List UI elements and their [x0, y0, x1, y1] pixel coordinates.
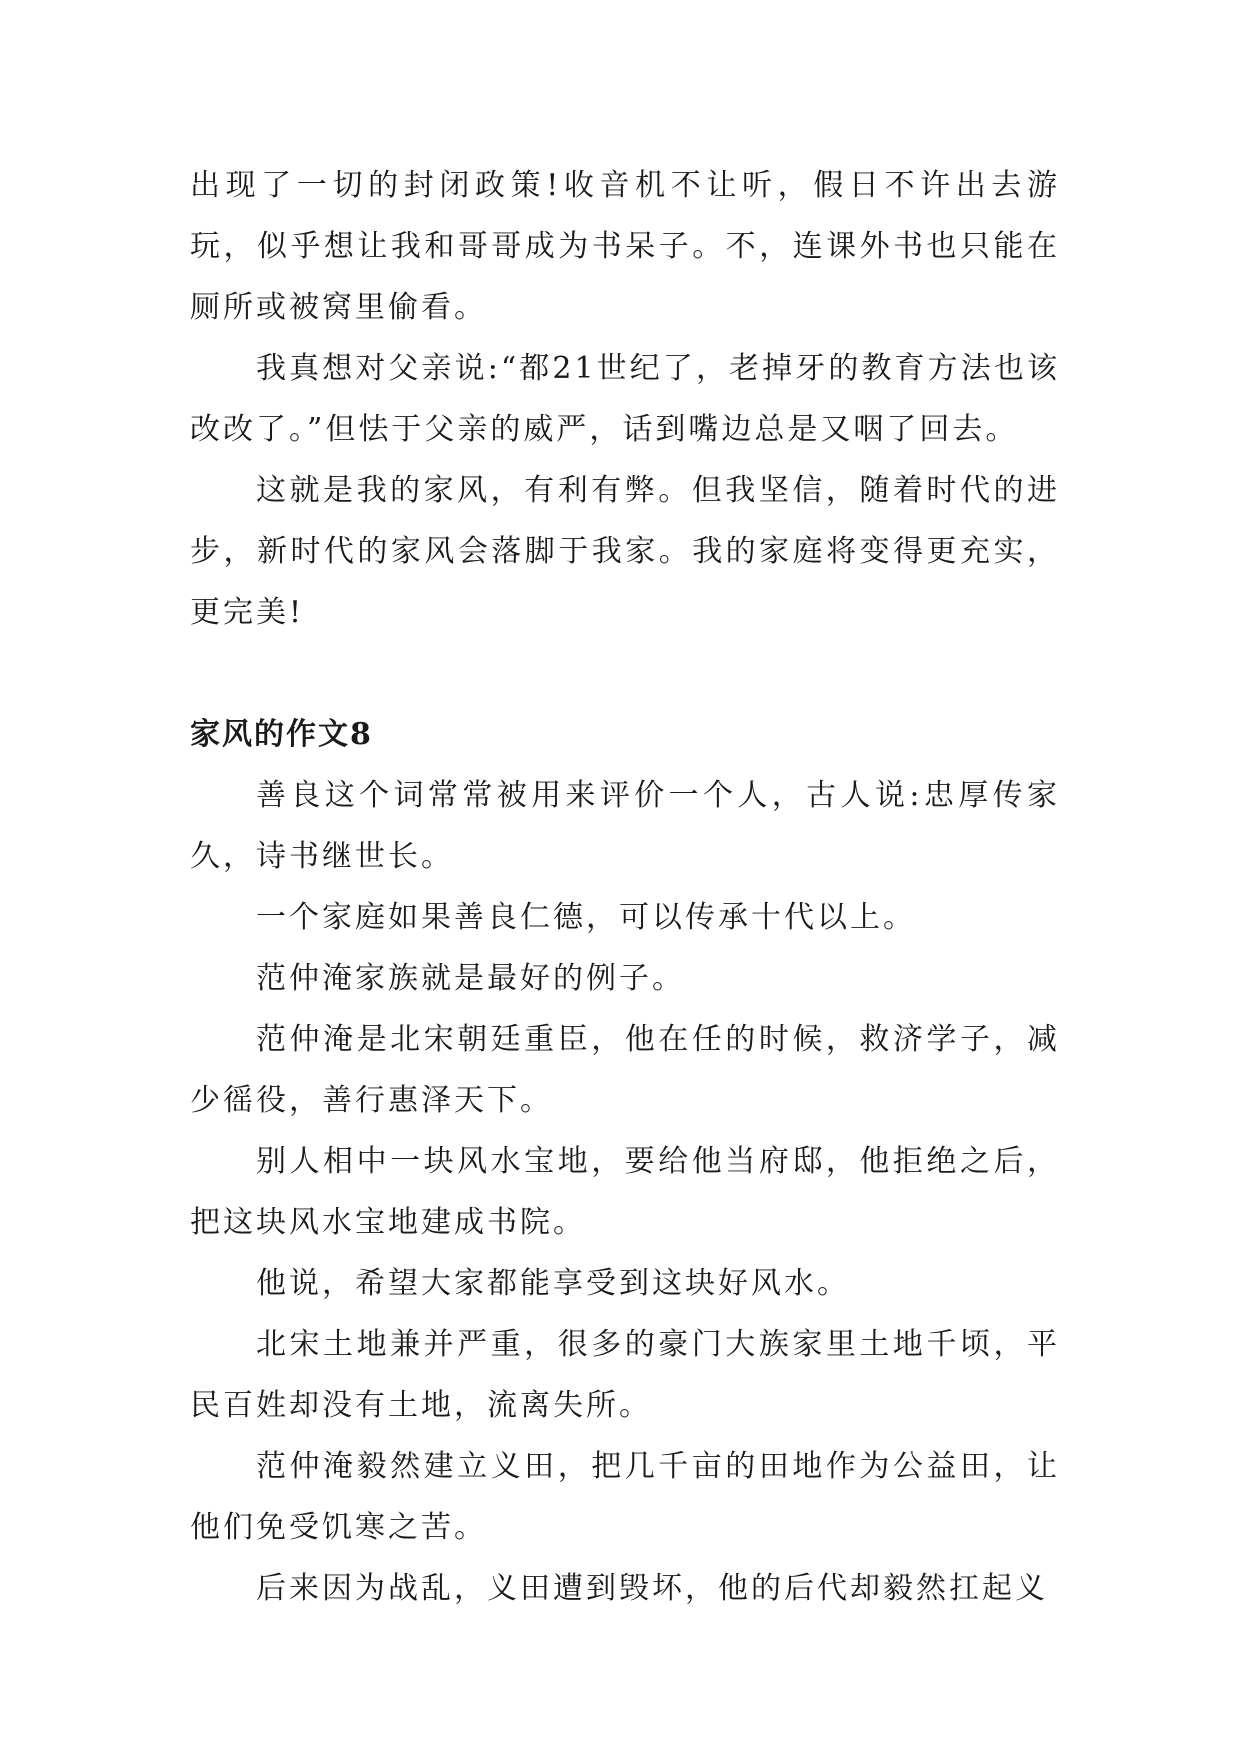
section-gap — [190, 643, 1060, 704]
paragraph: 别人相中一块风水宝地，要给他当府邸，他拒绝之后，把这块风水宝地建成书院。 — [190, 1144, 1060, 1240]
paragraph: 后来因为战乱，义田遭到毁坏，他的后代却毅然扛起义 — [256, 1571, 1048, 1606]
paragraph: 我真想对父亲说:“都21世纪了，老掉牙的教育方法也该改改了。”但怯于父亲的威严，话到嘴边总是又咽了回去。 — [190, 351, 1060, 447]
paragraph: 他说，希望大家都能享受到这块好风水。 — [256, 1266, 850, 1301]
paragraph: 北宋土地兼并严重，很多的豪门大族家里土地千顷，平民百姓却没有土地，流离失所。 — [190, 1327, 1060, 1423]
section-title: 家风的作文8 — [190, 717, 373, 752]
paragraph: 范仲淹毅然建立义田，把几千亩的田地作为公益田，让他们免受饥寒之苦。 — [190, 1449, 1060, 1545]
paragraph: 出现了一切的封闭政策!收音机不让听，假日不许出去游玩，似乎想让我和哥哥成为书呆子。不，连课外书也只能在厕所或被窝里偷看。 — [190, 168, 1060, 325]
paragraph: 范仲淹是北宋朝廷重臣，他在任的时候，救济学子，减少徭役，善行惠泽天下。 — [190, 1022, 1060, 1118]
paragraph: 一个家庭如果善良仁德，可以传承十代以上。 — [256, 900, 916, 935]
document-page — [190, 155, 1060, 1619]
paragraph: 这就是我的家风，有利有弊。但我坚信，随着时代的进步，新时代的家风会落脚于我家。我的家庭将变得更充实，更完美! — [190, 473, 1060, 630]
paragraph: 善良这个词常常被用来评价一个人，古人说:忠厚传家久，诗书继世长。 — [190, 778, 1060, 874]
paragraph: 范仲淹家族就是最好的例子。 — [256, 961, 685, 996]
